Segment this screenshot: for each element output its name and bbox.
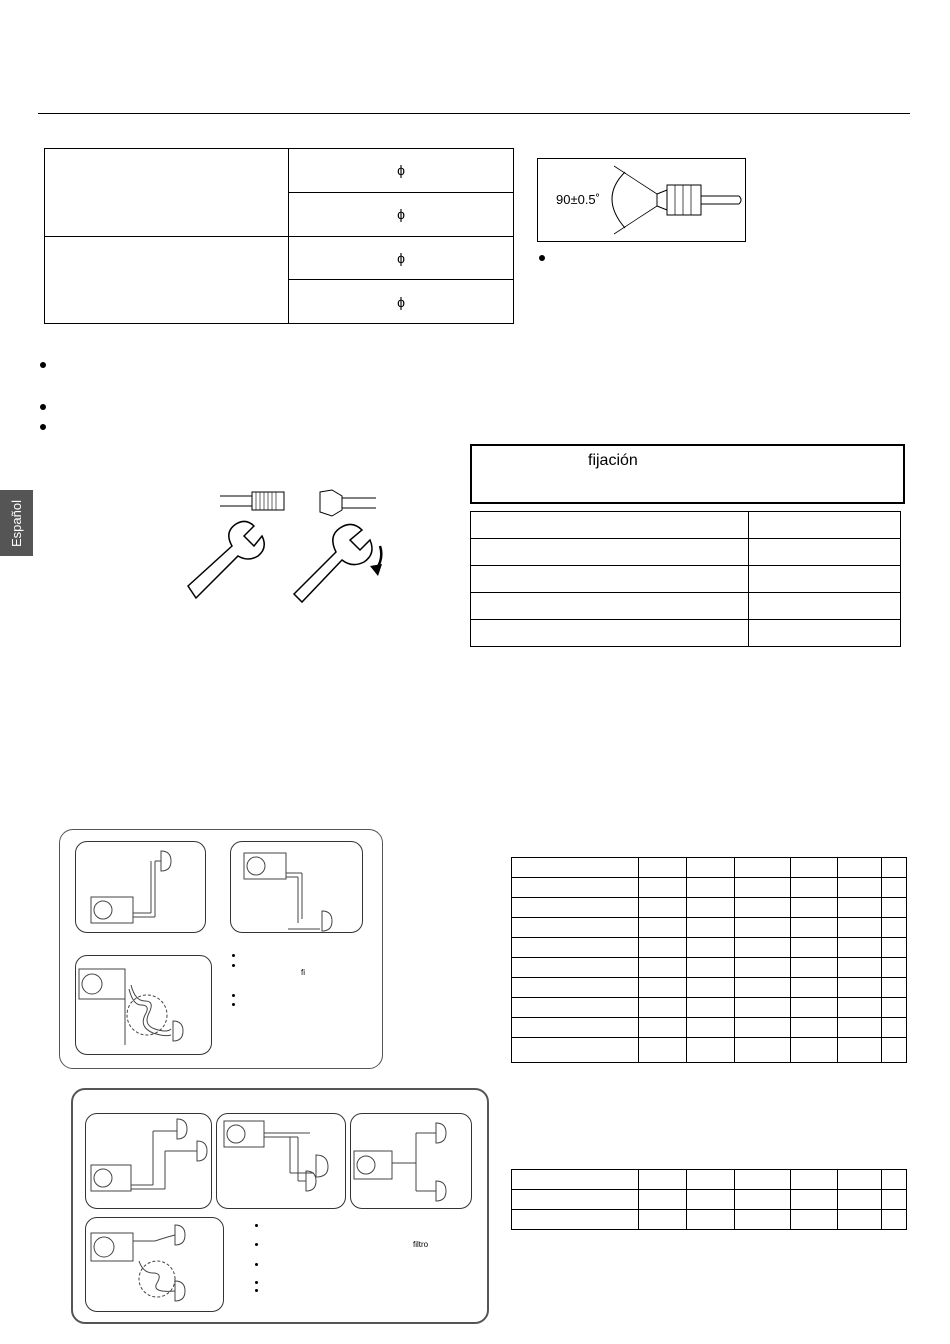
table-row: [512, 918, 907, 938]
wrench-illustration: [180, 488, 400, 616]
pipe-group-cell: [45, 236, 289, 324]
table-row: [512, 1018, 907, 1038]
piping-diagram-drawing: [85, 1217, 223, 1311]
bullet-point: [539, 255, 545, 261]
bullet-point: [255, 1263, 258, 1266]
bullet-point: [255, 1243, 258, 1246]
piping-diagram-drawing: [75, 955, 211, 1055]
bullet-point: [232, 964, 235, 967]
header-rule: [38, 113, 910, 114]
table-row: [471, 620, 901, 647]
table-row: [45, 149, 514, 193]
torque-note-title: fijación: [588, 452, 638, 469]
pipe-size-table: [44, 148, 514, 324]
pipe-length-table-2: [511, 1169, 907, 1230]
table-row: [512, 978, 907, 998]
table-row: [45, 236, 514, 280]
torque-note-box: [470, 444, 905, 504]
torque-table: [470, 511, 901, 647]
table-row: [512, 1210, 907, 1230]
table-row: [471, 512, 901, 539]
piping-diagram-drawing: [75, 841, 205, 933]
bullet-point: [255, 1224, 258, 1227]
table-row: [512, 938, 907, 958]
language-tab-label: Español: [9, 499, 25, 547]
table-row: [512, 858, 907, 878]
pipe-diameter-cell: ϕ: [289, 149, 514, 193]
small-label-filtro: filtro: [413, 1240, 429, 1249]
table-row: [512, 1170, 907, 1190]
bullet-point: [232, 994, 235, 997]
table-row: [512, 1190, 907, 1210]
table-row: [512, 998, 907, 1018]
piping-diagram-drawing: [230, 841, 362, 933]
pipe-length-table-1: [511, 857, 907, 1063]
bullet-point: [40, 424, 46, 430]
bullet-point: [40, 362, 46, 368]
bullet-point: [255, 1289, 258, 1292]
pipe-group-cell: [45, 149, 289, 237]
table-row: [471, 593, 901, 620]
bullet-point: [255, 1281, 258, 1284]
pipe-diameter-cell: ϕ: [289, 280, 514, 324]
piping-diagram-drawing: [216, 1113, 346, 1209]
table-row: [471, 566, 901, 593]
table-row: [471, 539, 901, 566]
small-label-fi: fi: [301, 968, 305, 977]
piping-diagram-drawing: [85, 1113, 211, 1209]
piping-diagram-drawing: [350, 1113, 472, 1209]
table-row: [512, 958, 907, 978]
bullet-point: [232, 954, 235, 957]
bullet-point: [232, 1003, 235, 1006]
bullet-point: [40, 404, 46, 410]
table-row: [512, 898, 907, 918]
table-row: [512, 1038, 907, 1063]
language-tab: [0, 490, 33, 556]
table-row: [512, 878, 907, 898]
flare-angle-label: 90±0.5˚: [556, 192, 600, 207]
pipe-diameter-cell: ϕ: [289, 192, 514, 236]
pipe-diameter-cell: ϕ: [289, 236, 514, 280]
